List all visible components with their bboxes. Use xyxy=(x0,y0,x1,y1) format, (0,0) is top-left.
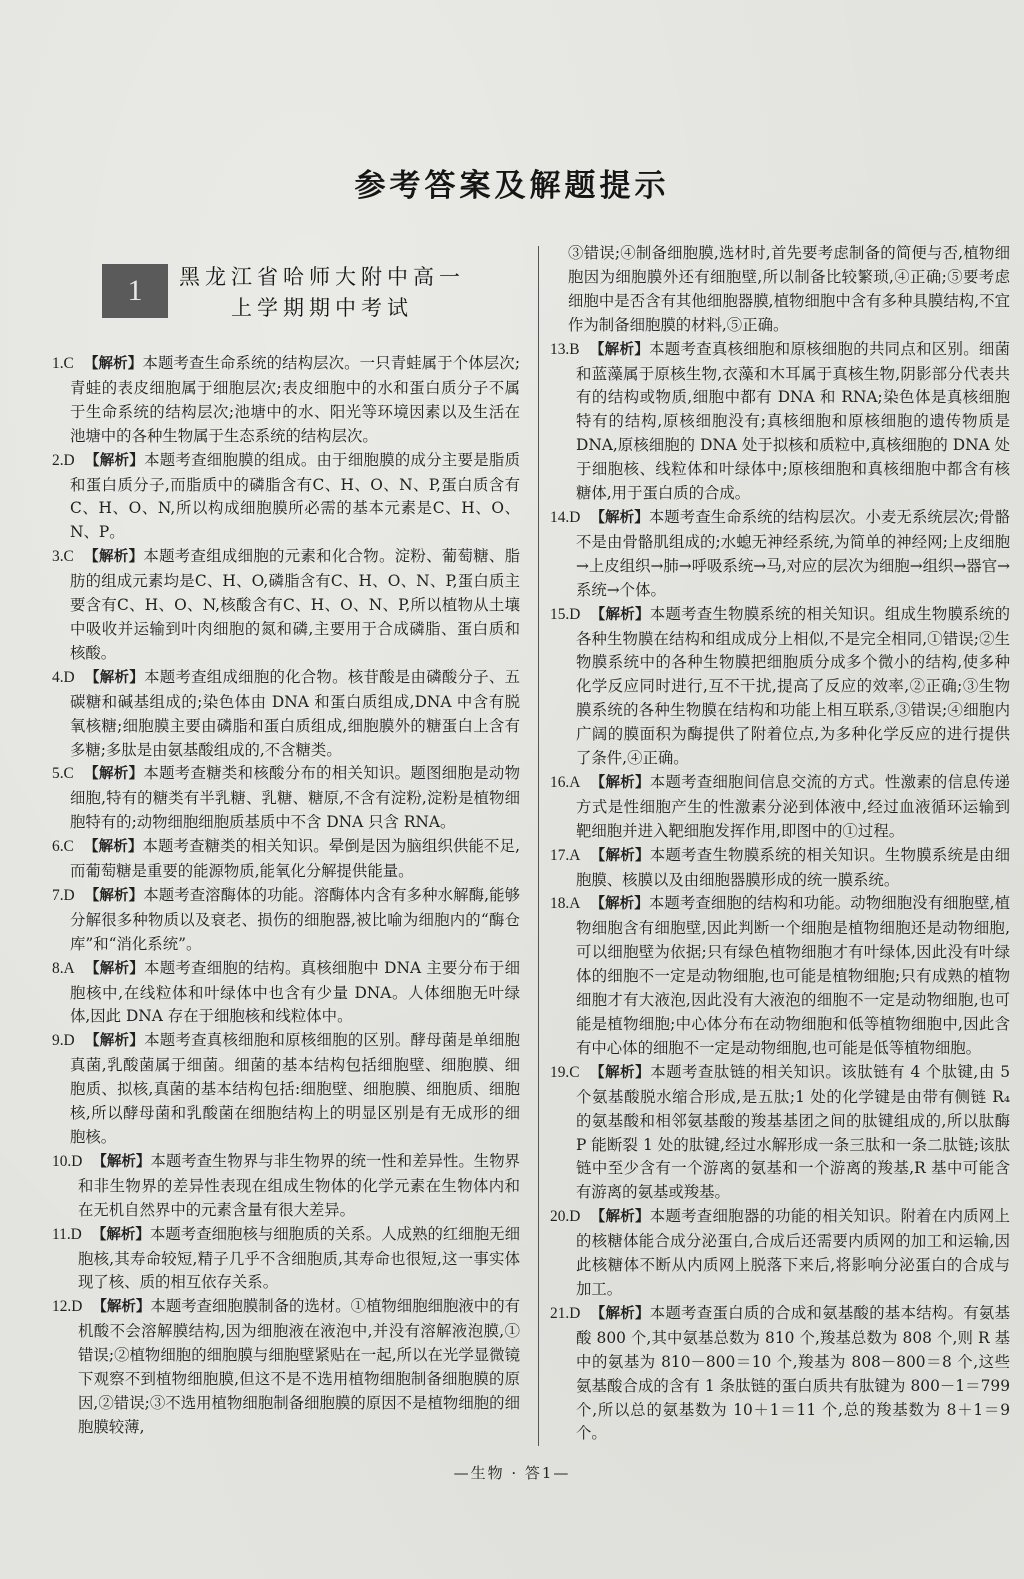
analysis-tag: 【解析】 xyxy=(84,452,145,469)
answer-item xyxy=(52,545,520,666)
explanation-text: 本题考查溶酶体的功能。溶酶体内含有多种水解酶,能够分解很多种物质以及衰老、损伤的细胞器,被比喻为细胞内的“酶仓库”和“消化系统”。 xyxy=(70,885,520,953)
question-number: 8. xyxy=(52,959,64,977)
explanation-text: 本题考查糖类和核酸分布的相关知识。题图细胞是动物细胞,特有的糖类有半乳糖、乳糖、糖原,不含有淀粉,淀粉是植物细胞特有的;动物细胞细胞质基质中不含 DNA 只含 RNA。 xyxy=(70,764,520,832)
question-number: 17. xyxy=(550,846,570,864)
section-title xyxy=(172,262,472,324)
answer-letter: D xyxy=(569,508,581,526)
question-number: 21. xyxy=(550,1304,570,1322)
explanation-text: 本题考查细胞膜制备的选材。①植物细胞细胞液中的有机酸不会溶解膜结构,因为细胞液在液泡中,并没有溶解液泡膜,①错误;②植物细胞的细胞膜与细胞壁紧贴在一起,所以在光学显微镜下观察不到植物细胞膜,但这不是不选用植物细胞制备细胞膜的原因,②错误;③不选用植物细胞制备细胞膜的原因不是植物细胞的细胞膜较薄, xyxy=(78,1297,520,1436)
question-number: 7. xyxy=(52,886,64,904)
answer-item xyxy=(550,771,1010,844)
explanation-text: 本题考查组成细胞的元素和化合物。淀粉、葡萄糖、脂肪的组成元素均是C、H、O,磷脂含有C、H、O、N、P,蛋白质主要含有C、H、O、N,核酸含有C、H、O、N、P,所以植物从土壤中吸收并运输到叶肉细胞的氮和磷,主要用于合成磷脂、蛋白质和核酸。 xyxy=(70,547,520,662)
answer-letter: D xyxy=(63,886,75,904)
page-footer: —生物 · 答1— xyxy=(453,1464,571,1482)
analysis-tag: 【解析】 xyxy=(590,774,650,791)
explanation-text: 本题考查糖类的相关知识。晕倒是因为脑组织供能不足,而葡萄糖是重要的能源物质,能氧化分解提供能量。 xyxy=(70,837,521,881)
question-number: 12. xyxy=(52,1298,72,1316)
question-number: 14. xyxy=(550,508,570,526)
section-number-badge: 1 xyxy=(102,264,168,318)
explanation-text: 本题考查蛋白质的合成和氨基酸的基本结构。有氨基酸 800 个,其中氨基总数为 810 个,羧基总数为 808 个,则 R 基中的氨基为 810－800＝10 个,羧基为 808－800＝8 个,这些氨基酸合成的含有 1 条肽链的蛋白质共有肽键为 800－1＝799 个,所以总的氨基数为 10＋1＝11 个,总的羧基数为 8＋1＝9 个。 xyxy=(576,1303,1010,1443)
question-number: 13. xyxy=(550,340,570,358)
answer-letter: D xyxy=(71,1298,83,1316)
answer-letter: D xyxy=(569,1304,581,1322)
answer-letter: D xyxy=(71,1152,83,1170)
answer-letter: C xyxy=(63,838,74,856)
section-title-line1: 黑龙江省哈师大附中高一 xyxy=(179,265,465,289)
question-number: 3. xyxy=(52,548,64,566)
question-number: 18. xyxy=(550,895,570,913)
section-header xyxy=(102,262,502,324)
answer-letter: C xyxy=(63,765,74,783)
analysis-tag: 【解析】 xyxy=(590,1209,650,1226)
answer-letter: C xyxy=(63,548,74,566)
question-number: 19. xyxy=(550,1063,570,1081)
answer-item xyxy=(550,844,1010,893)
answer-item xyxy=(550,603,1010,771)
left-column xyxy=(52,352,520,1440)
question-number: 4. xyxy=(52,668,64,686)
explanation-text: 本题考查肽链的相关知识。该肽链有 4 个肽键,由 5 个氨基酸脱水缩合形成,是五肽;1 处的化学键是由带有侧链 R₄ 的氨基酸和相邻氨基酸的羧基基团之间的肽键组成的,所以肽酶 P 能断裂 1 处的肽键,经过水解形成一条三肽和一条二肽链;该肽链中至少含有一个游离的氨基和一个游离的羧基,R 基中可能含有游离的氨基或羧基。 xyxy=(576,1062,1011,1202)
answer-item xyxy=(52,1223,520,1296)
question-number: 1. xyxy=(52,355,64,372)
answer-item xyxy=(52,352,520,449)
question-number: 2. xyxy=(52,451,64,469)
answer-letter: A xyxy=(569,846,581,864)
answer-item xyxy=(550,1302,1010,1446)
analysis-tag: 【解析】 xyxy=(590,509,649,526)
analysis-tag: 【解析】 xyxy=(92,1299,151,1316)
answer-item xyxy=(52,884,520,957)
answer-item xyxy=(550,506,1010,603)
explanation-text: 本题考查细胞间信息交流的方式。性激素的信息传递方式是性细胞产生的性激素分泌到体液中,经过血液循环运输到靶细胞并进入靶细胞发挥作用,即图中的①过程。 xyxy=(576,772,1010,840)
column-divider xyxy=(538,246,539,1446)
answer-item xyxy=(52,1029,520,1150)
explanation-text: 本题考查细胞的结构。真核细胞中 DNA 主要分布于细胞核中,在线粒体和叶绿体中也含有少量 DNA。人体细胞无叶绿体,因此 DNA 存在于细胞核和线粒体中。 xyxy=(70,958,520,1026)
right-column xyxy=(550,242,1010,1446)
answer-letter: A xyxy=(63,959,75,977)
question-number: 16. xyxy=(550,773,570,791)
question-number: 9. xyxy=(52,1032,64,1050)
analysis-tag: 【解析】 xyxy=(590,606,650,623)
analysis-tag: 【解析】 xyxy=(91,1226,150,1243)
answer-letter: D xyxy=(569,605,581,623)
section-title-line2: 上学期期中考试 xyxy=(231,296,413,320)
analysis-tag: 【解析】 xyxy=(84,960,145,977)
explanation-text: 本题考查生命系统的结构层次。一只青蛙属于个体层次;青蛙的表皮细胞属于细胞层次;表皮细胞中的水和蛋白质分子不属于生命系统的结构层次;池塘中的水、阳光等环境因素以及生活在池塘中的各种生物属于生态系统的结构层次。 xyxy=(70,354,520,445)
answer-letter: D xyxy=(569,1208,581,1226)
answer-letter: A xyxy=(569,895,581,913)
question-number: 10. xyxy=(52,1152,72,1170)
explanation-text: 本题考查细胞膜的组成。由于细胞膜的成分主要是脂质和蛋白质分子,而脂质中的磷脂含有C、H、O、N、P,蛋白质含有C、H、O、N,所以构成细胞膜所必需的基本元素是C、H、O、N、P。 xyxy=(70,450,520,542)
answer-item xyxy=(550,1205,1010,1302)
answer-item xyxy=(550,892,1010,1060)
analysis-tag: 【解析】 xyxy=(590,1305,650,1322)
answer-item xyxy=(550,1061,1010,1205)
analysis-tag: 【解析】 xyxy=(84,669,145,686)
answer-letter: C xyxy=(63,355,74,372)
analysis-tag: 【解析】 xyxy=(83,766,144,783)
question-number: 15. xyxy=(550,605,570,623)
answer-letter: D xyxy=(63,451,75,469)
explanation-text: 本题考查生物界与非生物界的统一性和差异性。生物界和非生物界的差异性表现在组成生物体的化学元素在生物体内和在无机自然界中的元素含量有很大差异。 xyxy=(78,1151,520,1219)
explanation-text: 本题考查细胞器的功能的相关知识。附着在内质网上的核糖体能合成分泌蛋白,合成后还需要内质网的加工和运输,因此核糖体不断从内质网上脱落下来后,将影响分泌蛋白的合成与加工。 xyxy=(576,1207,1010,1298)
explanation-text: 本题考查细胞核与细胞质的关系。人成熟的红细胞无细胞核,其寿命较短,精子几乎不含细胞质,其寿命也很短,这一事实体现了核、质的相互依存关系。 xyxy=(78,1224,520,1292)
answer-item xyxy=(52,957,520,1030)
page-title: 参考答案及解题提示 xyxy=(354,168,670,204)
explanation-text: 本题考查组成细胞的化合物。核苷酸是由磷酸分子、五碳糖和碱基组成的;染色体由 DNA 和蛋白质组成,DNA 中含有脱氧核糖;细胞膜主要由磷脂和蛋白质组成,细胞膜外的糖蛋白上含有多糖;多肽是由氨基酸组成的,不含糖类。 xyxy=(70,667,520,759)
analysis-tag: 【解析】 xyxy=(84,887,144,904)
analysis-tag: 【解析】 xyxy=(589,1064,651,1081)
answer-letter: C xyxy=(569,1063,580,1081)
answer-item xyxy=(52,835,520,884)
analysis-tag: 【解析】 xyxy=(83,356,143,372)
analysis-tag: 【解析】 xyxy=(589,341,650,358)
answer-letter: A xyxy=(569,773,581,791)
answer-item xyxy=(52,762,520,835)
analysis-tag: 【解析】 xyxy=(84,1033,145,1050)
explanation-text: 本题考查生物膜系统的相关知识。生物膜系统是由细胞膜、核膜以及由细胞器膜形成的统一膜系统。 xyxy=(576,845,1010,889)
continuation-text: ③错误;④制备细胞膜,选材时,首先要考虑制备的简便与否,植物细胞因为细胞膜外还有细胞壁,所以制备比较繁琐,④正确;⑤要考虑细胞中是否含有其他细胞器膜,植物细胞中含有多种具膜结构,不宜作为制备细胞膜的材料,⑤正确。 xyxy=(568,244,1010,334)
answer-letter: D xyxy=(70,1225,82,1243)
answer-item xyxy=(52,1295,520,1439)
answer-letter: B xyxy=(569,340,580,358)
answer-letter: D xyxy=(63,668,75,686)
question-number: 20. xyxy=(550,1208,570,1226)
explanation-text: 本题考查生物膜系统的相关知识。组成生物膜系统的各种生物膜在结构和组成成分上相似,不是完全相同,①错误;②生物膜系统中的各种生物膜把细胞质分成多个微小的结构,使多种化学反应同时进行,互不干扰,提高了反应的效率,②正确;③生物膜系统的各种生物膜在结构和功能上相互联系,③错误;④细胞内广阔的膜面积为酶提供了附着位点,为多种化学反应的进行提供了条件,④正确。 xyxy=(576,604,1010,768)
analysis-tag: 【解析】 xyxy=(83,839,143,856)
question-number: 5. xyxy=(52,765,64,783)
answer-letter: D xyxy=(63,1032,75,1050)
answer-item xyxy=(550,338,1010,506)
answer-item xyxy=(52,666,520,763)
explanation-text: 本题考查真核细胞和原核细胞的区别。酵母菌是单细胞真菌,乳酸菌属于细菌。细菌的基本结构包括细胞壁、细胞膜、细胞质、拟核,真菌的基本结构包括:细胞壁、细胞膜、细胞质、细胞核,所以酵母菌和乳酸菌在细胞结构上的明显区别是有无成形的细胞核。 xyxy=(70,1031,520,1146)
explanation-text: 本题考查生命系统的结构层次。小麦无系统层次;骨骼不是由骨骼肌组成的;水螅无神经系统,为简单的神经网;上皮细胞→上皮组织→肺→呼吸系统→马,对应的层次为细胞→组织→器官→系统→个体。 xyxy=(576,507,1011,599)
analysis-tag: 【解析】 xyxy=(83,549,144,566)
answer-item xyxy=(52,449,520,546)
explanation-text: 本题考查细胞的结构和功能。动物细胞没有细胞壁,植物细胞含有细胞壁,因此判断一个细胞是植物细胞还是动物细胞,可以细胞壁为依据;只有绿色植物细胞才有叶绿体,因此没有叶绿体的细胞不一定是动物细胞,也可能是植物细胞;只有成熟的植物细胞才有大液泡,因此没有大液泡的细胞不一定是动物细胞,也可能是植物细胞;中心体分布在动物细胞和低等植物细胞中,因此含有中心体的细胞不一定是动物细胞,也可能是低等植物细胞。 xyxy=(576,894,1010,1057)
question-number: 11. xyxy=(52,1225,71,1243)
answer-item xyxy=(52,1150,520,1223)
analysis-tag: 【解析】 xyxy=(590,847,650,864)
explanation-text: 本题考查真核细胞和原核细胞的共同点和区别。细菌和蓝藻属于原核生物,衣藻和木耳属于真核生物,阴影部分代表共有的结构或物质,细胞中都有 DNA 和 RNA;染色体是真核细胞特有的结构,原核细胞没有;真核细胞和原核细胞的遗传物质是 DNA,原核细胞的 DNA 处于拟核和质粒中,真核细胞的 DNA 处于细胞核、线粒体和叶绿体中;原核细胞和真核细胞中都含有核糖体,用于蛋白质的合成。 xyxy=(576,339,1010,503)
analysis-tag: 【解析】 xyxy=(92,1153,151,1170)
analysis-tag: 【解析】 xyxy=(590,896,649,913)
question-number: 6. xyxy=(52,838,64,856)
